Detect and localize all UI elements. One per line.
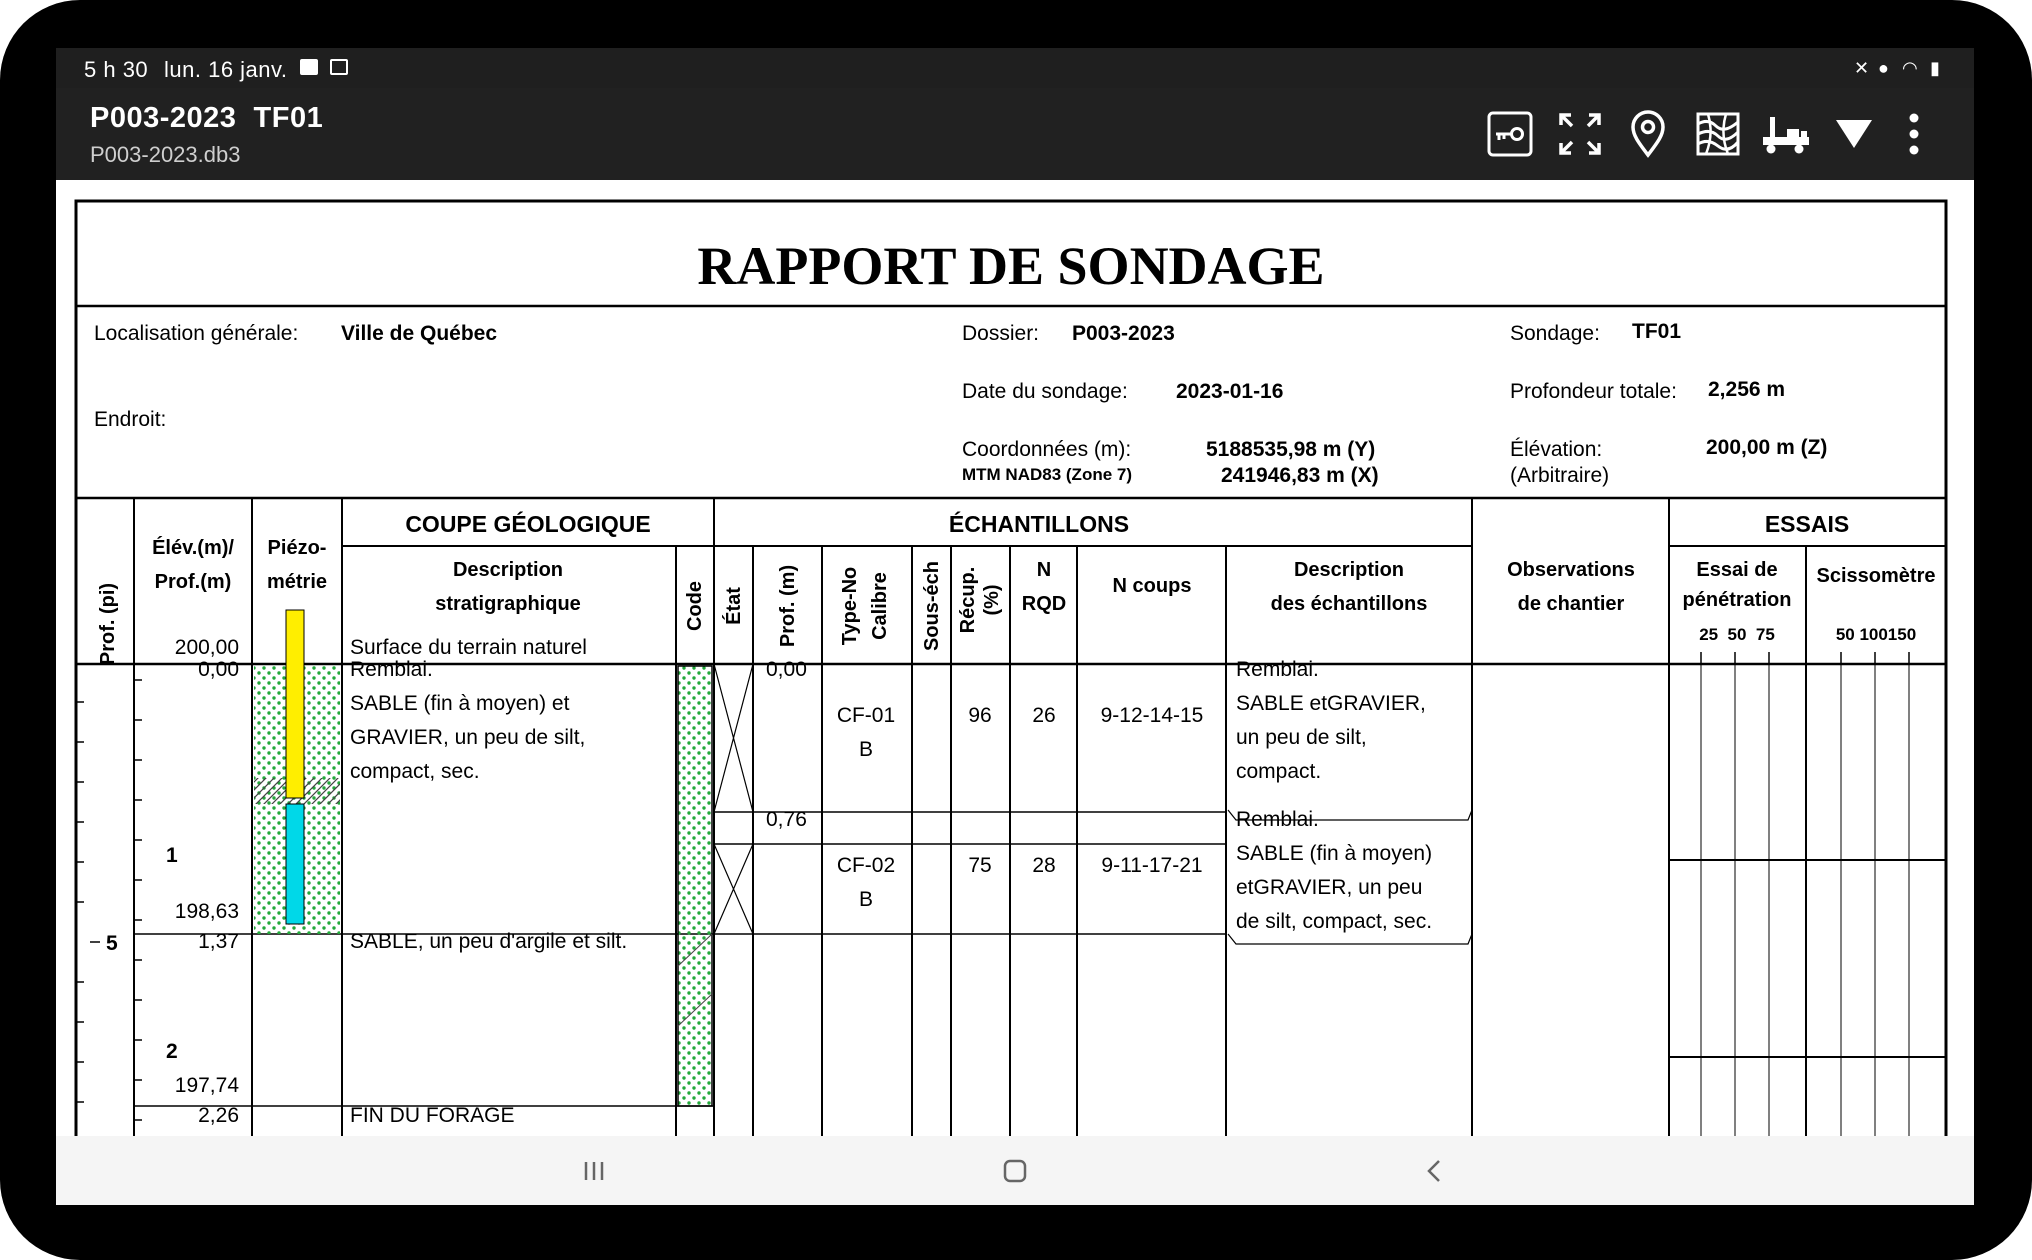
col-scissometre: Scissomètre — [1816, 565, 1936, 587]
home-icon[interactable] — [955, 1136, 1075, 1205]
layer-1-line-1: Remblai. — [350, 658, 433, 681]
elev-note: (Arbitraire) — [1510, 464, 1610, 487]
layer-1-line-3: GRAVIER, un peu de silt, — [350, 726, 586, 749]
app-bar — [56, 88, 1974, 180]
key-icon[interactable] — [1482, 106, 1538, 162]
overflow-menu-icon[interactable] — [1886, 106, 1942, 162]
elev-label: Élévation: — [1510, 438, 1603, 461]
report-view[interactable] — [56, 180, 1974, 1136]
col-etat: État — [723, 587, 745, 625]
report-title: RAPPORT DE SONDAGE — [697, 236, 1325, 296]
sample-2-coups: 9-11-17-21 — [1101, 854, 1203, 877]
col-n: N — [1036, 559, 1052, 581]
sample-1-desc-3: un peu de silt, — [1236, 726, 1367, 749]
col-type-1: Type-No — [839, 566, 861, 646]
feet-mark-5: 5 — [106, 932, 118, 955]
col-desc-1: Description — [452, 559, 564, 581]
back-icon[interactable] — [1374, 1136, 1494, 1205]
layer-1-line-4: compact, sec. — [350, 760, 480, 783]
gallery-notification-icon — [300, 59, 318, 75]
code-soil-pattern — [678, 666, 712, 1106]
sample-1-recup: 96 — [968, 704, 992, 727]
sample-2-desc-1: Remblai. — [1236, 808, 1319, 831]
dossier-label: Dossier: — [962, 322, 1040, 345]
wifi-icon: ◠ — [1902, 58, 1918, 78]
piezometer-screen — [286, 804, 304, 924]
loc-value: Ville de Québec — [341, 322, 498, 345]
status-date: lun. 16 janv. — [164, 57, 288, 82]
screen — [56, 48, 1974, 1205]
date-label: Date du sondage: — [962, 380, 1128, 403]
col-piezo-1: Piézo- — [267, 537, 327, 559]
sample-1-type: CF-01 — [836, 704, 896, 727]
col-profm: Prof. (m) — [777, 564, 799, 648]
depth-mark-2: 2 — [166, 1040, 178, 1063]
depth-mark-1: 1 — [166, 844, 178, 867]
col-elev-1: Élév.(m)/ — [152, 537, 234, 559]
sondage-label: Sondage: — [1510, 322, 1600, 345]
col-sous-ech: Sous-éch — [921, 560, 943, 652]
sample-1-n: 26 — [1032, 704, 1056, 727]
sample-1-calibre: B — [858, 738, 874, 761]
col-desc-2: stratigraphique — [435, 593, 581, 615]
location-pin-icon[interactable] — [1620, 106, 1676, 162]
sample-2-desc-2: SABLE (fin à moyen) — [1236, 842, 1433, 865]
col-pen-1: Essai de — [1696, 559, 1778, 581]
col-sci-ticks: 50 100150 — [1835, 625, 1917, 644]
sondage-value: TF01 — [1632, 320, 1682, 343]
coord-y: 5188535,98 m (Y) — [1206, 438, 1376, 461]
col-obs-1: Observations — [1507, 559, 1635, 581]
col-pen-ticks: 25 50 75 — [1699, 625, 1775, 644]
battery-icon: ▮ — [1930, 58, 1940, 78]
system-nav-bar — [56, 1136, 1974, 1205]
sample-2-type: CF-02 — [836, 854, 896, 877]
location-status-icon: ● — [1878, 58, 1889, 78]
piezometer-riser — [286, 610, 304, 798]
elev-value: 200,00 m (Z) — [1706, 436, 1828, 459]
col-echantillons: ÉCHANTILLONS — [948, 511, 1130, 537]
terrain-map-icon[interactable] — [1690, 106, 1746, 162]
col-essais: ESSAIS — [1764, 511, 1850, 537]
col-elev-2: Prof.(m) — [154, 571, 232, 593]
sample-2-calibre: B — [858, 888, 874, 911]
col-type-2: Calibre — [869, 572, 891, 640]
col-desc-ech-1: Description — [1293, 559, 1405, 581]
col-desc-ech-2: des échantillons — [1270, 593, 1428, 615]
layer-2-line-1: SABLE, un peu d'argile et silt. — [350, 930, 628, 953]
sample-2-recup: 75 — [968, 854, 992, 877]
prof-label: Profondeur totale: — [1510, 380, 1677, 403]
col-code: Code — [684, 581, 706, 631]
col-piezo-2: métrie — [266, 571, 328, 593]
app-subtitle: P003-2023.db3 — [90, 142, 241, 167]
sample-1-depth: 0,00 — [766, 658, 807, 681]
recent-apps-icon[interactable] — [534, 1136, 654, 1205]
sample-2-n: 28 — [1032, 854, 1056, 877]
mute-icon: ✕ — [1854, 58, 1870, 78]
dropdown-triangle-icon[interactable] — [1826, 106, 1882, 162]
calendar-notification-icon — [330, 59, 348, 75]
col-recup-2: (%) — [981, 584, 1003, 616]
layer-1-line-2: SABLE (fin à moyen) et — [350, 692, 570, 715]
col-rqd: RQD — [1021, 593, 1067, 615]
prof-value: 2,256 m — [1708, 378, 1786, 401]
fullscreen-icon[interactable] — [1552, 106, 1608, 162]
status-bar — [56, 48, 1974, 88]
app-title: P003-2023 TF01 — [90, 102, 324, 134]
status-time: 5 h 30 — [84, 57, 149, 82]
layer-3-top: 2,26 — [198, 1104, 239, 1127]
sample-2-depth: 0,76 — [766, 808, 807, 831]
col-obs-2: de chantier — [1517, 593, 1625, 615]
sample-2-desc-4: de silt, compact, sec. — [1236, 910, 1433, 933]
layer-2-bottom: 197,74 — [174, 1074, 239, 1097]
surface-label: Surface du terrain naturel — [350, 636, 587, 659]
endroit-label: Endroit: — [94, 408, 167, 431]
loc-label: Localisation générale: — [94, 322, 299, 345]
col-ncoups: N coups — [1112, 575, 1192, 597]
layer-1-bottom: 198,63 — [174, 900, 239, 923]
layer-2-top: 1,37 — [198, 930, 239, 953]
sample-2-desc-3: etGRAVIER, un peu — [1236, 876, 1423, 899]
sample-1-coups: 9-12-14-15 — [1100, 704, 1204, 727]
surface-elev: 200,00 — [174, 636, 239, 659]
dossier-value: P003-2023 — [1072, 322, 1175, 345]
date-value: 2023-01-16 — [1176, 380, 1284, 403]
sample-1-desc-1: Remblai. — [1236, 658, 1319, 681]
col-pen-2: pénétration — [1682, 589, 1792, 611]
sample-1-desc-4: compact. — [1236, 760, 1322, 783]
col-coupe: COUPE GÉOLOGIQUE — [405, 511, 651, 537]
layer-1-top: 0,00 — [198, 658, 239, 681]
coord-system: MTM NAD83 (Zone 7) — [962, 465, 1132, 484]
coord-label: Coordonnées (m): — [962, 438, 1132, 461]
col-prof-pi: Prof. (pi) — [97, 582, 119, 666]
layer-3-line-1: FIN DU FORAGE — [350, 1104, 515, 1127]
col-recup-1: Récup. — [957, 566, 979, 634]
coord-x: 241946,83 m (X) — [1221, 464, 1379, 487]
drill-rig-icon[interactable] — [1758, 106, 1814, 162]
sample-1-desc-2: SABLE etGRAVIER, — [1236, 692, 1426, 715]
